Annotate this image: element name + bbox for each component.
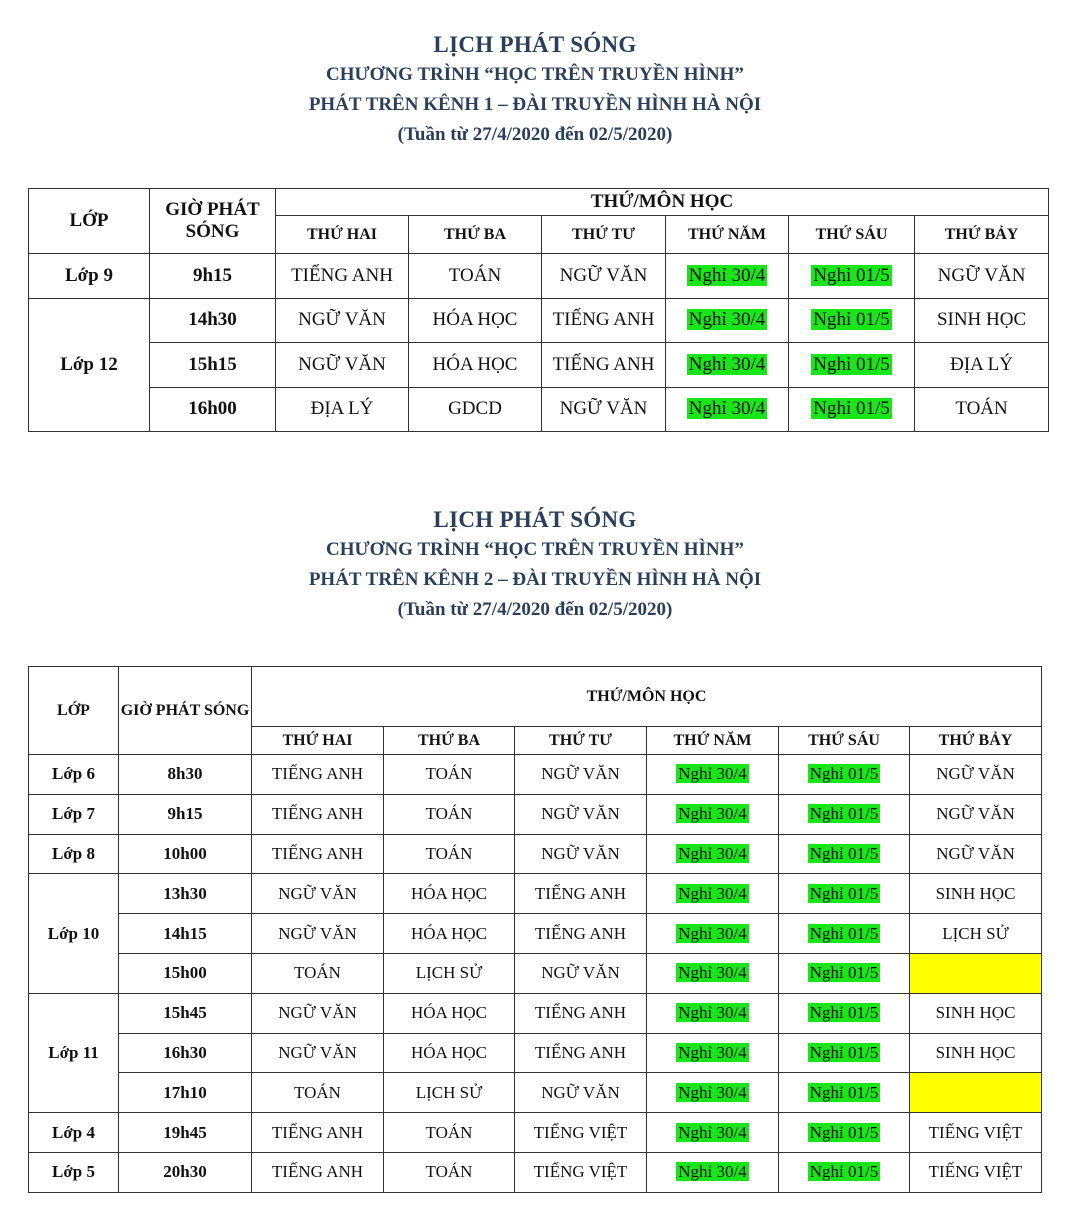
holiday-label: Nghỉ 30/4	[678, 843, 747, 863]
time-cell: 14h30	[150, 298, 276, 343]
schedule2-header	[0, 505, 1070, 625]
schedule2-title: LỊCH PHÁT SÓNG	[433, 507, 637, 532]
subject-cell: NGỮ VĂN	[515, 755, 647, 795]
subject-cell: NGỮ VĂN	[910, 794, 1042, 834]
column-header-group: THỨ/MÔN HỌC	[276, 189, 1049, 216]
subject-cell: NGỮ VĂN	[515, 953, 647, 993]
table-row	[29, 755, 1042, 795]
subject-cell: TOÁN	[252, 1073, 384, 1113]
subject-cell: TIẾNG VIỆT	[515, 1152, 647, 1192]
time-cell: 10h00	[119, 834, 252, 874]
holiday-cell	[666, 298, 789, 343]
time-cell: 15h45	[119, 993, 252, 1033]
subject-cell: TIẾNG ANH	[252, 794, 384, 834]
subject-cell: TIẾNG ANH	[252, 1113, 384, 1153]
subject-cell: TOÁN	[915, 387, 1049, 432]
column-header-time: GIỜ PHÁT SÓNG	[119, 667, 252, 755]
holiday-cell	[647, 874, 779, 914]
holiday-cell	[666, 343, 789, 388]
subject-cell: TIẾNG ANH	[542, 343, 666, 388]
holiday-label: Nghỉ 01/5	[809, 1122, 879, 1142]
subject-cell: NGỮ VĂN	[515, 834, 647, 874]
holiday-cell	[647, 1033, 779, 1073]
subject-cell: NGỮ VĂN	[542, 387, 666, 432]
holiday-cell	[647, 794, 779, 834]
column-header-time: GIỜ PHÁT SÓNG	[150, 189, 276, 254]
day-header: THỨ BẢY	[910, 727, 1042, 755]
holiday-cell	[779, 794, 910, 834]
schedule1-program: CHƯƠNG TRÌNH “HỌC TRÊN TRUYỀN HÌNH”	[326, 64, 744, 85]
subject-cell: NGỮ VĂN	[276, 343, 409, 388]
table-row	[29, 874, 1042, 914]
class-cell: Lớp 10	[29, 874, 119, 993]
subject-cell: TIẾNG VIỆT	[515, 1113, 647, 1153]
subject-cell: TOÁN	[384, 1113, 515, 1153]
table-row	[29, 953, 1042, 993]
day-header: THỨ SÁU	[779, 727, 910, 755]
empty-slot-cell	[910, 953, 1042, 993]
holiday-label: Nghỉ 01/5	[809, 1003, 879, 1023]
day-header: THỨ NĂM	[666, 216, 789, 254]
subject-cell: TIẾNG ANH	[515, 1033, 647, 1073]
holiday-label: Nghỉ 01/5	[813, 264, 890, 286]
holiday-label: Nghỉ 30/4	[678, 1003, 747, 1023]
class-cell: Lớp 6	[29, 755, 119, 795]
holiday-label: Nghỉ 01/5	[809, 843, 879, 863]
subject-cell: GDCD	[409, 387, 542, 432]
holiday-label: Nghỉ 01/5	[809, 764, 879, 784]
holiday-label: Nghỉ 30/4	[688, 264, 766, 286]
column-header-class: LỚP	[29, 189, 150, 254]
table-row	[29, 254, 1049, 299]
holiday-cell	[647, 1113, 779, 1153]
time-cell: 13h30	[119, 874, 252, 914]
table-row	[29, 387, 1049, 432]
holiday-cell	[666, 254, 789, 299]
holiday-label: Nghỉ 01/5	[809, 1082, 879, 1102]
time-cell: 9h15	[150, 254, 276, 299]
holiday-cell	[779, 993, 910, 1033]
day-header: THỨ BẢY	[915, 216, 1049, 254]
holiday-label: Nghỉ 30/4	[678, 883, 747, 903]
column-header-group: THỨ/MÔN HỌC	[252, 667, 1042, 727]
holiday-cell	[647, 1152, 779, 1192]
subject-cell: HÓA HỌC	[384, 914, 515, 954]
day-header: THỨ BA	[409, 216, 542, 254]
subject-cell: LỊCH SỬ	[910, 914, 1042, 954]
schedule1-header	[0, 30, 1070, 150]
day-header: THỨ NĂM	[647, 727, 779, 755]
class-cell: Lớp 4	[29, 1113, 119, 1153]
subject-cell: HÓA HỌC	[384, 874, 515, 914]
holiday-label: Nghỉ 30/4	[678, 1122, 747, 1142]
class-cell: Lớp 9	[29, 254, 150, 299]
subject-cell: TIẾNG ANH	[252, 755, 384, 795]
subject-cell: TIẾNG ANH	[515, 874, 647, 914]
subject-cell: NGỮ VĂN	[252, 993, 384, 1033]
subject-cell: NGỮ VĂN	[542, 254, 666, 299]
holiday-label: Nghỉ 01/5	[809, 1162, 879, 1182]
table-row	[29, 298, 1049, 343]
subject-cell: NGỮ VĂN	[515, 1073, 647, 1113]
holiday-label: Nghỉ 01/5	[809, 1042, 879, 1062]
subject-cell: TIẾNG ANH	[515, 993, 647, 1033]
holiday-cell	[647, 953, 779, 993]
holiday-cell	[779, 1073, 910, 1113]
holiday-label: Nghỉ 30/4	[688, 309, 766, 331]
subject-cell: TIẾNG ANH	[542, 298, 666, 343]
subject-cell: LỊCH SỬ	[384, 953, 515, 993]
schedule2-week: (Tuần từ 27/4/2020 đến 02/5/2020)	[397, 599, 673, 620]
class-cell: Lớp 5	[29, 1152, 119, 1192]
holiday-cell	[779, 874, 910, 914]
subject-cell: NGỮ VĂN	[252, 1033, 384, 1073]
subject-cell: SINH HỌC	[915, 298, 1049, 343]
time-cell: 15h15	[150, 343, 276, 388]
holiday-label: Nghỉ 01/5	[809, 804, 879, 824]
subject-cell: TOÁN	[409, 254, 542, 299]
holiday-cell	[647, 914, 779, 954]
holiday-label: Nghỉ 01/5	[813, 398, 890, 420]
subject-cell: NGỮ VĂN	[515, 794, 647, 834]
time-cell: 14h15	[119, 914, 252, 954]
time-cell: 17h10	[119, 1073, 252, 1113]
holiday-cell	[647, 834, 779, 874]
time-cell: 9h15	[119, 794, 252, 834]
holiday-cell	[647, 755, 779, 795]
time-cell: 16h30	[119, 1033, 252, 1073]
schedule1-channel: PHÁT TRÊN KÊNH 1 – ĐÀI TRUYỀN HÌNH HÀ NỘI	[308, 94, 762, 115]
day-header: THỨ TƯ	[515, 727, 647, 755]
subject-cell: TIẾNG VIỆT	[910, 1113, 1042, 1153]
subject-cell: TOÁN	[384, 1152, 515, 1192]
holiday-cell	[789, 254, 915, 299]
holiday-label: Nghỉ 30/4	[688, 398, 766, 420]
holiday-label: Nghỉ 01/5	[813, 353, 890, 375]
table-row	[29, 343, 1049, 388]
table-row	[29, 834, 1042, 874]
holiday-label: Nghỉ 01/5	[809, 963, 879, 983]
schedule1-title: LỊCH PHÁT SÓNG	[433, 32, 637, 57]
class-cell: Lớp 7	[29, 794, 119, 834]
day-header: THỨ TƯ	[542, 216, 666, 254]
holiday-cell	[779, 1033, 910, 1073]
holiday-cell	[666, 387, 789, 432]
subject-cell: TOÁN	[252, 953, 384, 993]
subject-cell: NGỮ VĂN	[915, 254, 1049, 299]
holiday-label: Nghỉ 30/4	[678, 1042, 747, 1062]
holiday-label: Nghỉ 30/4	[688, 353, 766, 375]
subject-cell: NGỮ VĂN	[252, 874, 384, 914]
holiday-label: Nghỉ 30/4	[678, 1162, 747, 1182]
subject-cell: TOÁN	[384, 834, 515, 874]
schedule1-table	[28, 188, 1049, 432]
table-row	[29, 1033, 1042, 1073]
holiday-cell	[779, 914, 910, 954]
holiday-cell	[789, 343, 915, 388]
subject-cell: SINH HỌC	[910, 1033, 1042, 1073]
subject-cell: TIẾNG ANH	[515, 914, 647, 954]
subject-cell: TOÁN	[384, 794, 515, 834]
table-row	[29, 1152, 1042, 1192]
column-header-class: LỚP	[29, 667, 119, 755]
schedule1-week: (Tuần từ 27/4/2020 đến 02/5/2020)	[397, 124, 673, 145]
subject-cell: NGỮ VĂN	[276, 298, 409, 343]
subject-cell: SINH HỌC	[910, 874, 1042, 914]
day-header: THỨ HAI	[252, 727, 384, 755]
subject-cell: HÓA HỌC	[384, 1033, 515, 1073]
subject-cell: NGỮ VĂN	[252, 914, 384, 954]
subject-cell: TIẾNG ANH	[252, 1152, 384, 1192]
time-cell: 20h30	[119, 1152, 252, 1192]
holiday-label: Nghỉ 01/5	[813, 309, 890, 331]
holiday-label: Nghỉ 30/4	[678, 764, 747, 784]
holiday-cell	[779, 1113, 910, 1153]
empty-slot-cell	[910, 1073, 1042, 1113]
holiday-cell	[789, 387, 915, 432]
class-cell: Lớp 8	[29, 834, 119, 874]
day-header: THỨ HAI	[276, 216, 409, 254]
holiday-label: Nghỉ 30/4	[678, 963, 747, 983]
holiday-cell	[779, 834, 910, 874]
subject-cell: NGỮ VĂN	[910, 755, 1042, 795]
holiday-cell	[789, 298, 915, 343]
holiday-label: Nghỉ 30/4	[678, 804, 747, 824]
holiday-cell	[779, 755, 910, 795]
subject-cell: NGỮ VĂN	[910, 834, 1042, 874]
schedule2-channel: PHÁT TRÊN KÊNH 2 – ĐÀI TRUYỀN HÌNH HÀ NỘI	[308, 569, 762, 590]
time-cell: 15h00	[119, 953, 252, 993]
subject-cell: ĐỊA LÝ	[276, 387, 409, 432]
time-cell: 8h30	[119, 755, 252, 795]
holiday-cell	[779, 1152, 910, 1192]
time-cell: 16h00	[150, 387, 276, 432]
holiday-cell	[647, 1073, 779, 1113]
holiday-label: Nghỉ 01/5	[809, 883, 879, 903]
holiday-label: Nghỉ 01/5	[809, 923, 879, 943]
subject-cell: ĐỊA LÝ	[915, 343, 1049, 388]
subject-cell: SINH HỌC	[910, 993, 1042, 1033]
holiday-cell	[779, 953, 910, 993]
table-row	[29, 914, 1042, 954]
subject-cell: HÓA HỌC	[409, 343, 542, 388]
schedule2-table	[28, 666, 1042, 1193]
subject-cell: HÓA HỌC	[384, 993, 515, 1033]
subject-cell: TIẾNG ANH	[276, 254, 409, 299]
class-cell: Lớp 11	[29, 993, 119, 1112]
holiday-label: Nghỉ 30/4	[678, 923, 747, 943]
schedule2-program: CHƯƠNG TRÌNH “HỌC TRÊN TRUYỀN HÌNH”	[326, 539, 744, 560]
table-row	[29, 1113, 1042, 1153]
subject-cell: TIẾNG ANH	[252, 834, 384, 874]
day-header: THỨ BA	[384, 727, 515, 755]
holiday-cell	[647, 993, 779, 1033]
subject-cell: TOÁN	[384, 755, 515, 795]
subject-cell: HÓA HỌC	[409, 298, 542, 343]
table-row	[29, 1073, 1042, 1113]
day-header: THỨ SÁU	[789, 216, 915, 254]
class-cell: Lớp 12	[29, 298, 150, 432]
subject-cell: TIẾNG VIỆT	[910, 1152, 1042, 1192]
table-row	[29, 993, 1042, 1033]
subject-cell: LỊCH SỬ	[384, 1073, 515, 1113]
table-row	[29, 794, 1042, 834]
time-cell: 19h45	[119, 1113, 252, 1153]
holiday-label: Nghỉ 30/4	[678, 1082, 747, 1102]
